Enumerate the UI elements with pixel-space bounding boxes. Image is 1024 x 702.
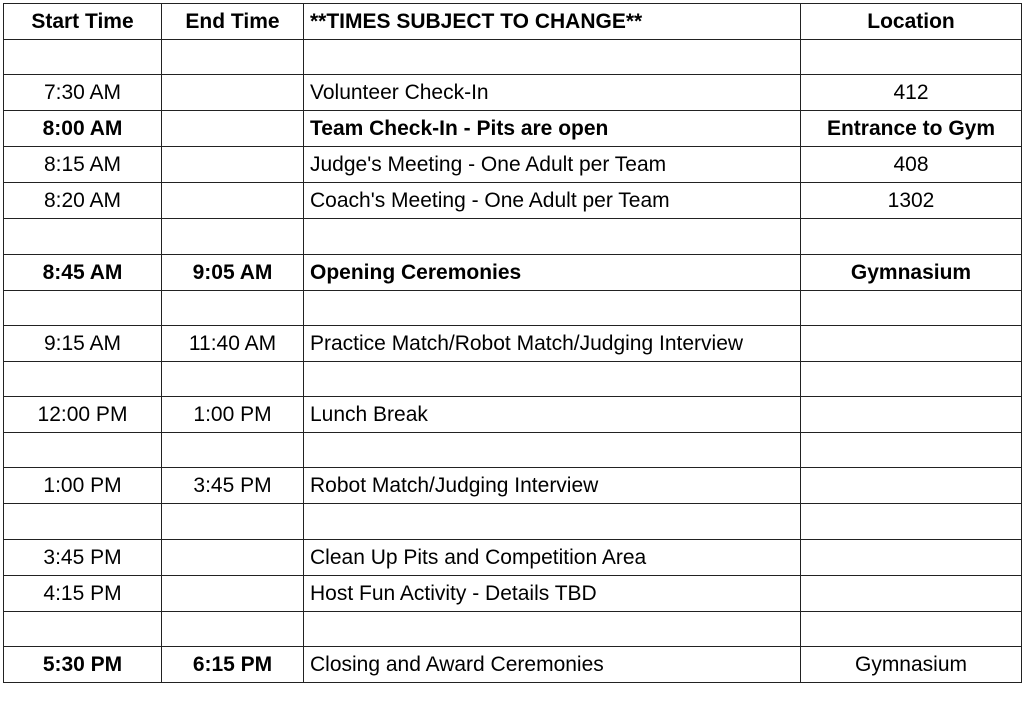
table-row <box>4 647 1022 683</box>
end-time-cell[interactable] <box>162 575 304 611</box>
location-cell[interactable] <box>801 504 1022 539</box>
end-time-cell[interactable] <box>162 40 304 75</box>
table-row <box>4 254 1022 290</box>
location-cell[interactable] <box>801 468 1022 504</box>
end-time-cell[interactable] <box>162 504 304 539</box>
location-cell[interactable] <box>801 40 1022 75</box>
table-row <box>4 433 1022 468</box>
start-time-cell[interactable]: 8:00 AM <box>4 111 162 147</box>
location-cell[interactable] <box>801 575 1022 611</box>
location-cell[interactable] <box>801 219 1022 254</box>
location-cell[interactable] <box>801 361 1022 396</box>
event-cell[interactable]: Robot Match/Judging Interview <box>304 468 801 504</box>
table-row <box>4 468 1022 504</box>
location-cell[interactable]: Entrance to Gym <box>801 111 1022 147</box>
end-time-cell[interactable] <box>162 611 304 646</box>
event-cell[interactable]: Practice Match/Robot Match/Judging Interview <box>304 325 801 361</box>
table-row <box>4 611 1022 646</box>
event-cell[interactable]: Clean Up Pits and Competition Area <box>304 539 801 575</box>
table-row <box>4 75 1022 111</box>
start-time-cell[interactable] <box>4 290 162 325</box>
location-cell[interactable] <box>801 433 1022 468</box>
end-time-cell[interactable]: 11:40 AM <box>162 325 304 361</box>
end-time-cell[interactable] <box>162 147 304 183</box>
end-time-cell[interactable] <box>162 111 304 147</box>
end-time-cell[interactable]: 9:05 AM <box>162 254 304 290</box>
header-event[interactable]: **TIMES SUBJECT TO CHANGE** <box>304 4 801 40</box>
event-cell[interactable] <box>304 611 801 646</box>
end-time-cell[interactable] <box>162 183 304 219</box>
start-time-cell[interactable] <box>4 504 162 539</box>
location-cell[interactable] <box>801 397 1022 433</box>
start-time-cell[interactable]: 8:20 AM <box>4 183 162 219</box>
start-time-cell[interactable] <box>4 40 162 75</box>
end-time-cell[interactable] <box>162 361 304 396</box>
table-row <box>4 111 1022 147</box>
end-time-cell[interactable]: 3:45 PM <box>162 468 304 504</box>
event-cell[interactable] <box>304 433 801 468</box>
start-time-cell[interactable]: 3:45 PM <box>4 539 162 575</box>
event-cell[interactable] <box>304 40 801 75</box>
start-time-cell[interactable]: 7:30 AM <box>4 75 162 111</box>
end-time-cell[interactable] <box>162 219 304 254</box>
table-row <box>4 575 1022 611</box>
start-time-cell[interactable] <box>4 611 162 646</box>
table-row <box>4 539 1022 575</box>
event-cell[interactable] <box>304 361 801 396</box>
event-cell[interactable]: Team Check-In - Pits are open <box>304 111 801 147</box>
event-cell[interactable]: Volunteer Check-In <box>304 75 801 111</box>
table-row <box>4 40 1022 75</box>
header-start-time[interactable]: Start Time <box>4 4 162 40</box>
location-cell[interactable]: Gymnasium <box>801 647 1022 683</box>
end-time-cell[interactable] <box>162 75 304 111</box>
header-row <box>4 4 1022 40</box>
table-row <box>4 219 1022 254</box>
event-cell[interactable] <box>304 219 801 254</box>
event-cell[interactable]: Lunch Break <box>304 397 801 433</box>
event-cell[interactable]: Opening Ceremonies <box>304 254 801 290</box>
start-time-cell[interactable]: 12:00 PM <box>4 397 162 433</box>
location-cell[interactable]: 1302 <box>801 183 1022 219</box>
location-cell[interactable]: 412 <box>801 75 1022 111</box>
table-row <box>4 147 1022 183</box>
start-time-cell[interactable]: 8:15 AM <box>4 147 162 183</box>
location-cell[interactable]: Gymnasium <box>801 254 1022 290</box>
start-time-cell[interactable] <box>4 219 162 254</box>
start-time-cell[interactable] <box>4 433 162 468</box>
event-cell[interactable] <box>304 504 801 539</box>
location-cell[interactable]: 408 <box>801 147 1022 183</box>
header-location[interactable]: Location <box>801 4 1022 40</box>
table-row <box>4 290 1022 325</box>
end-time-cell[interactable] <box>162 290 304 325</box>
end-time-cell[interactable]: 6:15 PM <box>162 647 304 683</box>
end-time-cell[interactable] <box>162 539 304 575</box>
table-row <box>4 504 1022 539</box>
event-cell[interactable]: Closing and Award Ceremonies <box>304 647 801 683</box>
table-row <box>4 397 1022 433</box>
start-time-cell[interactable]: 1:00 PM <box>4 468 162 504</box>
location-cell[interactable] <box>801 539 1022 575</box>
start-time-cell[interactable]: 9:15 AM <box>4 325 162 361</box>
schedule-table <box>3 3 1022 683</box>
header-end-time[interactable]: End Time <box>162 4 304 40</box>
start-time-cell[interactable] <box>4 361 162 396</box>
end-time-cell[interactable]: 1:00 PM <box>162 397 304 433</box>
table-row <box>4 183 1022 219</box>
location-cell[interactable] <box>801 611 1022 646</box>
start-time-cell[interactable]: 5:30 PM <box>4 647 162 683</box>
event-cell[interactable]: Coach's Meeting - One Adult per Team <box>304 183 801 219</box>
start-time-cell[interactable]: 4:15 PM <box>4 575 162 611</box>
end-time-cell[interactable] <box>162 433 304 468</box>
event-cell[interactable]: Host Fun Activity - Details TBD <box>304 575 801 611</box>
event-cell[interactable]: Judge's Meeting - One Adult per Team <box>304 147 801 183</box>
location-cell[interactable] <box>801 325 1022 361</box>
event-cell[interactable] <box>304 290 801 325</box>
table-row <box>4 361 1022 396</box>
location-cell[interactable] <box>801 290 1022 325</box>
table-row <box>4 325 1022 361</box>
start-time-cell[interactable]: 8:45 AM <box>4 254 162 290</box>
